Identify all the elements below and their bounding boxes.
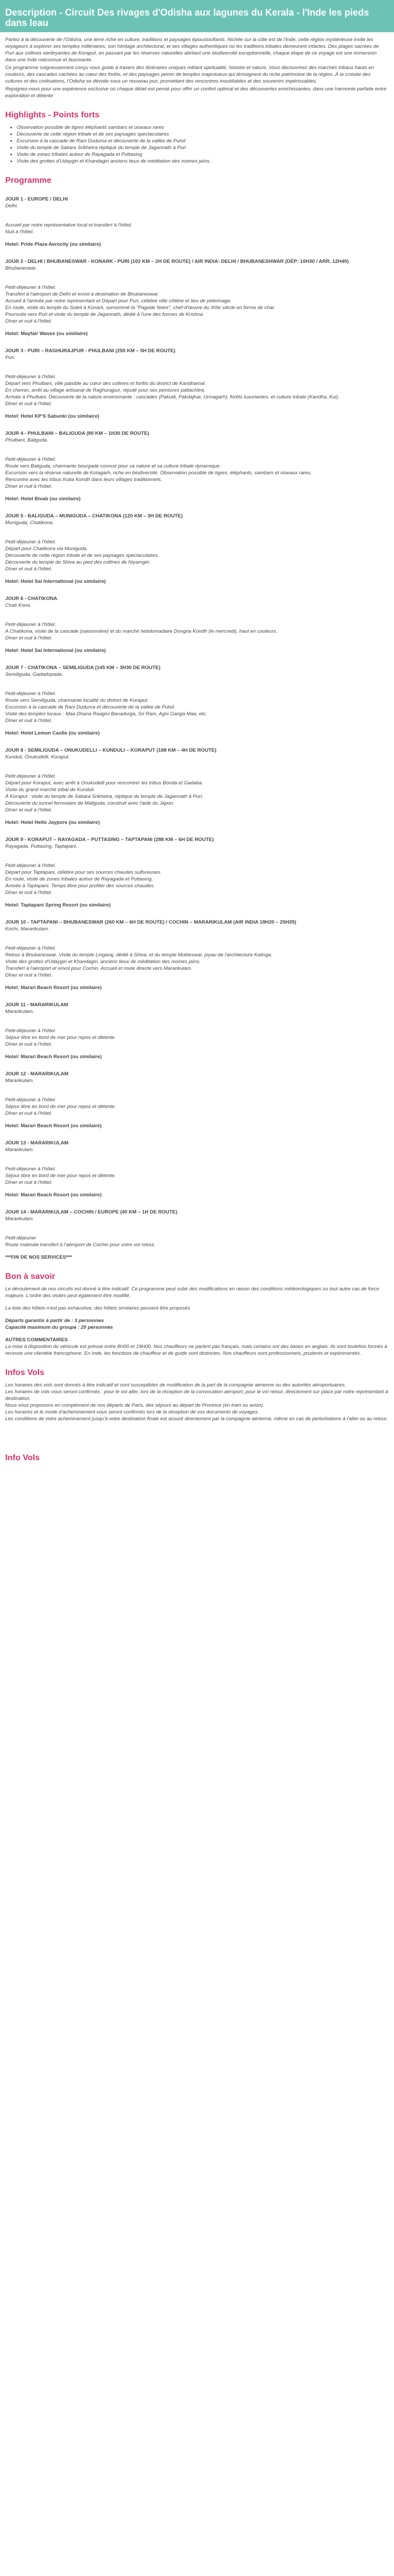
day-location: Kunduli, Onukudelli, Koraput. bbox=[5, 754, 70, 760]
day-hotel: Hotel: Hotel Sai International (ou similaire) bbox=[5, 579, 106, 584]
day-hotel: Hotel: Hotel KP'S Sabunki (ou similaire) bbox=[5, 413, 99, 419]
day-description bbox=[5, 367, 389, 407]
day-title: JOUR 6 - CHATIKONA bbox=[5, 596, 58, 602]
day-location: Bhubaneswar. bbox=[5, 265, 37, 271]
day-description-line bbox=[5, 1090, 389, 1097]
day-description-line: Dîner et nuit à l'hôtel. bbox=[5, 1042, 52, 1047]
day-title: JOUR 9 - KORAPUT – RAYAGADA – PUTTASING – TAPTAPANI (288 KM – 6H DE ROUTE) bbox=[5, 837, 214, 843]
vols bbox=[0, 1382, 394, 1422]
day-description-line: Arrivée à Phulbani. Découverte de la nature environnante : cascades (Pakudi, Pakdajhar, Urmagarh), forêts luxuriantes, et culture tribale (Kandha, Kui). bbox=[5, 394, 340, 400]
autres-heading: AUTRES COMMENTAIRES bbox=[5, 1337, 68, 1343]
day-description-line: Dîner et nuit à l'hôtel. bbox=[5, 484, 52, 489]
day-description-line: Poursuite vers Puri et visite du temple de Jagannath, dédié à l'une des formes de Krishna. bbox=[5, 312, 204, 317]
day-description-line: Nuit à l'hôtel. bbox=[5, 229, 34, 235]
day-description-line: Séjour libre en bord de mer pour repos et détente. bbox=[5, 1173, 116, 1179]
day-description-line bbox=[5, 532, 389, 539]
day-location: Rayagada, Puttasing, Taptapani. bbox=[5, 844, 77, 849]
day-description-line: Découverte du temple de Shiva au pied des collines de Niyamgiri. bbox=[5, 559, 151, 565]
day-description-line: Petit-déjeuner à l'hôtel. bbox=[5, 863, 56, 869]
day-location: Puri. bbox=[5, 355, 16, 361]
day-description-line: Dîner et nuit à l'hôtel. bbox=[5, 566, 52, 572]
vols-text: Les horaires de vols vous seront confirmés : pour le vol aller, lors de la réception de la convocation aéroport, pour le vol retour, directement sur place par notre représentant à destination. bbox=[5, 1389, 388, 1402]
day-hotel: Hotel: Marari Beach Resort (ou similaire) bbox=[5, 1123, 102, 1129]
day-title: JOUR 2 - DELHI / BHUBANESWAR - KONARK - PURI (102 KM – 2H DE ROUTE) / AIR INDIA: DELHI / BHUBANESHWAR (DÉP: 10H30 / ARR. 12H40) bbox=[5, 259, 349, 264]
day-description-line: Petit-déjeuner à l'hôtel. bbox=[5, 945, 56, 951]
autres-text: La mise à disposition du véhicule est prévue entre 8H00 et 19H00. Nos chauffeurs ne parlent pas français, mais certains ont des bases en anglais. Ils sont toutefois formés à recevoir une clientèle francophone. En Inde, les fonctions de chauffeur et de guide sont distinctes. Nos chauffeurs sont professionnels, prudents et expérimentés. bbox=[5, 1344, 387, 1356]
day-description-line: Petit-déjeuner à l'hôtel. bbox=[5, 539, 56, 545]
vols-heading-2: Info Vols bbox=[5, 1453, 40, 1462]
intro-paragraph: Partez à la découverte de l'Odisha, une terre riche en culture, traditions et paysages époustouflants. Nichée sur la côte est de l'Inde, cette région mystérieuse invite les voyageurs à explorer ses temples millénaires, son héritage architectural, et ses villages authentiques où les traditions tribales demeurent intactes. Des plages sacrées de Puri aux collines verdoyantes de Koraput, en passant par les réserves naturelles abritant une biodiversité exceptionnelle, chaque étape de ce voyage est une immersion dans une Inde méconnue et fascinante. bbox=[5, 37, 379, 63]
day-location: Muniguda, Chatikona. bbox=[5, 520, 54, 526]
day-description bbox=[5, 856, 389, 896]
day-description-line bbox=[5, 215, 389, 222]
day-description-line: Rencontre avec les tribus Kutia Kondh dans leurs villages traditionnels. bbox=[5, 477, 162, 483]
day-description-line bbox=[5, 367, 389, 373]
day-description bbox=[5, 684, 389, 724]
day-title: JOUR 4 - PHULBANI – BALIGUDA (80 KM – 1H30 DE ROUTE) bbox=[5, 431, 149, 436]
day-description bbox=[5, 532, 389, 572]
conditions-heading: Bon à savoir bbox=[5, 1272, 56, 1281]
vols-text: Nous vous proposons en complément de nos départs de Paris, des séjours au départ de Province (en train ou avion). bbox=[5, 1403, 265, 1408]
condition-text: Le déroulement de nos circuits est donné à titre indicatif. Ce programme peut subir des modifications en raison des conditions météorologiques ou tout autre cas de force majeure. L'ordre des visites peut également être modifié. bbox=[5, 1286, 379, 1299]
highlight-item: • Visite de zones tribales autour de Rayagada et Puttasing bbox=[17, 151, 394, 158]
day-block bbox=[0, 747, 394, 826]
programme-heading: Programme bbox=[5, 176, 51, 185]
intro-paragraph: Rejoignez-nous pour une expérience exclusive où chaque détail est pensé pour offrir un confort optimal et des découvertes enrichissantes, dans une harmonie parfaite entre exploration et détente bbox=[5, 86, 387, 99]
day-description-line: Excursion vers la réserve naturelle de Kotagarh, riche en biodiversité. Observation possible de tigres, éléphants, sambars et oiseaux rares. bbox=[5, 470, 312, 476]
day-title: JOUR 11 - MARARIKULAM bbox=[5, 1002, 68, 1008]
day-location: Mararikulam. bbox=[5, 1078, 34, 1084]
day-location: Phulbani, Baliguda. bbox=[5, 437, 48, 443]
day-description-line bbox=[5, 277, 389, 284]
day-title: JOUR 12 - MARARIKULAM bbox=[5, 1071, 69, 1077]
day-description-line: Petit-déjeuner à l'hôtel. bbox=[5, 1097, 56, 1103]
day-block bbox=[0, 919, 394, 991]
day-description-line: Dîner et nuit à l'hôtel. bbox=[5, 890, 52, 896]
day-description-line: Transfert à l'aéroport et envol pour Cochin. Accueil et route directe vers Mararikulam. bbox=[5, 966, 193, 971]
day-description-line: Découverte du tunnel ferroviaire de Maliguda, construit avec l'aide du Japon. bbox=[5, 800, 175, 806]
day-title: JOUR 13 - MARARIKULAM bbox=[5, 1140, 69, 1146]
day-description-line: Dîner et nuit à l'hôtel. bbox=[5, 318, 52, 324]
day-description-line bbox=[5, 1159, 389, 1166]
day-hotel: Hotel: Pride Plaza Aerocity (ou similaire) bbox=[5, 242, 101, 247]
day-description-line: Petit-déjeuner à l'hôtel. bbox=[5, 1166, 56, 1172]
day-block bbox=[0, 1002, 394, 1060]
day-hotel: Hotel: Hotel Hello Jaypore (ou similaire) bbox=[5, 820, 100, 825]
day-block bbox=[0, 1140, 394, 1198]
day-description-line: Petit-déjeuner à l'hôtel. bbox=[5, 457, 56, 462]
capacite-text: Capacité maximum du groupe : 20 personnes bbox=[5, 1325, 113, 1330]
day-description-line: Dîner et nuit à l'hôtel. bbox=[5, 1111, 52, 1116]
day-description-line: Visite des grottes d'Udaygiri et Khandagiri, anciens lieux de méditation des moines jaïns. bbox=[5, 959, 201, 965]
day-description-line: Route vers Semiliguda, charmante localité du district de Koraput. bbox=[5, 698, 149, 703]
vols-text: Les horaires et le mode d'acheminement vous seront confirmés lors de la réception de vos documents de voyages. bbox=[5, 1409, 259, 1415]
day-description bbox=[5, 615, 389, 642]
day-description bbox=[5, 1228, 389, 1248]
day-description-line: En route, visite de zones tribales autour de Rayagada et Puttasing. bbox=[5, 876, 153, 882]
day-description-line: Petit-déjeuner à l'hôtel. bbox=[5, 374, 56, 380]
day-description-line: Dîner et nuit à l'hôtel. bbox=[5, 718, 52, 724]
day-description-line: En route, visite du temple du Soleil à Konark, surnommé la "Pagode Noire", chef-d'œuvre du XIIIe siècle en forme de char. bbox=[5, 305, 275, 311]
programme-days bbox=[0, 196, 394, 1261]
day-title: JOUR 10 - TAPTAPANI – BHUBANESWAR (260 KM – 6H DE ROUTE) / COCHIN – MARARIKULAM (AIR INDIA 18H20 – 20H35) bbox=[5, 919, 296, 925]
day-description-line: Dîner et nuit à l'hôtel. bbox=[5, 635, 52, 641]
day-description-line bbox=[5, 615, 389, 621]
day-description-line: Accueil à l'arrivée par notre représentant et Départ pour Puri, célèbre ville côtière et lieu de pèlerinage. bbox=[5, 298, 232, 304]
day-block bbox=[0, 1209, 394, 1261]
day-block bbox=[0, 430, 394, 502]
day-description-line: Route vers Baliguda, charmante bourgade connue pour sa nature et sa culture tribale dynamique. bbox=[5, 463, 221, 469]
day-description-line: Petit-déjeuner à l'hôtel. bbox=[5, 622, 56, 628]
day-block bbox=[0, 348, 394, 420]
day-description-line: Petit-déjeuner à l'hôtel. bbox=[5, 1028, 56, 1034]
day-description bbox=[5, 449, 389, 490]
day-description-line: Arrivée à Taptapani. Temps libre pour profiter des sources chaudes. bbox=[5, 883, 155, 889]
day-description-line: Visite du grand marché tribal de Kunduli. bbox=[5, 787, 95, 793]
day-hotel: Hotel: Mayfair Waves (ou similaire) bbox=[5, 331, 88, 337]
highlight-item: • Observation possible de tigres éléphants sambars et oiseaux rares bbox=[17, 124, 394, 131]
day-location: Semiliguda, Gadadopada. bbox=[5, 672, 63, 677]
departs-text: Départs garantis à partir de : 3 personnes bbox=[5, 1318, 104, 1324]
intro bbox=[0, 32, 394, 99]
day-block bbox=[0, 836, 394, 909]
day-description bbox=[5, 1159, 389, 1186]
day-description-line bbox=[5, 856, 389, 862]
highlight-item: • Découverte de cette région tribale et de ses paysages spectaculaires bbox=[17, 131, 394, 138]
intro-paragraph: Ce programme soigneusement conçu vous guide à travers des itinéraires uniques mêlant spiritualité, histoire et nature. Vous découvrirez des marchés tribaux hauts en couleurs, des cascades cachées au cœur des forêts, et des paysages peints de temples majestueux qui témoignent du riche patrimoine de la région. À la croisée des cultures et des civilisations, l'Odisha se dévoile sous un nouveau jour, promettant des rencontres inoubliables et des souvenirs impérissables. bbox=[5, 65, 374, 84]
day-description-line: A Chatikona, visite de la cascade (saisonnière) et du marché hebdomadaire Dongria Kondh (le mercredi), haut en couleurs. bbox=[5, 629, 278, 634]
day-block bbox=[0, 258, 394, 337]
day-description-line: Transfert à l'aéroport de Delhi et envol à destination de Bhubaneswar. bbox=[5, 291, 160, 297]
day-description-line: Séjour libre en bord de mer pour repos et détente. bbox=[5, 1035, 116, 1040]
day-description-line: Retour à Bhubaneswar. Visite du temple Lingaraj, dédié à Shiva, et du temple Mukteswar, joyau de l'architecture Kalinga. bbox=[5, 952, 272, 958]
day-title: JOUR 1 - EUROPE / DELHI bbox=[5, 196, 68, 202]
day-title: JOUR 8 - SEMILIGUDA – ONUKUDELLI – KUNDULI – KORAPUT (188 KM – 4H DE ROUTE) bbox=[5, 748, 217, 753]
highlight-item: • Visite du temple de Sakara Srikhetra réplique du temple de Jagannath à Puri bbox=[17, 144, 394, 151]
day-location: Delhi. bbox=[5, 203, 18, 209]
day-description-line: Séjour libre en bord de mer pour repos et détente. bbox=[5, 1104, 116, 1110]
day-block bbox=[0, 196, 394, 248]
day-description-line: Départ pour Chatikona via Muniguda. bbox=[5, 546, 88, 552]
day-hotel: Hotel: Hotel Sai International (ou similaire) bbox=[5, 648, 106, 653]
day-hotel: ***FIN DE NOS SERVICES*** bbox=[5, 1254, 72, 1260]
vols-heading: Infos Vols bbox=[5, 1368, 45, 1377]
day-description-line: Petit-déjeuner à l'hôtel. bbox=[5, 285, 56, 290]
vols-text: Les conditions de votre acheminement jusqu'à votre destination finale est assuré directement par la compagnie aérienne, même en cas de perturbations à l'aller ou au retour. bbox=[5, 1416, 388, 1422]
day-description-line bbox=[5, 766, 389, 773]
day-hotel: Hotel: Marari Beach Resort (ou similaire) bbox=[5, 1054, 102, 1060]
day-title: JOUR 5 - BALIGUDA – MUNIGUDA – CHATIKONA (120 KM – 3H DE ROUTE) bbox=[5, 513, 183, 519]
vols-text: Les horaires des vols sont donnés à titre indicatif et sont susceptibles de modification de la part de la compagnie aérienne ou des autorités aéroportuaires. bbox=[5, 1382, 346, 1388]
day-description-line: Dîner et nuit à l'hôtel. bbox=[5, 1180, 52, 1185]
day-description bbox=[5, 1090, 389, 1117]
day-description-line: Petit-déjeuner bbox=[5, 1235, 36, 1241]
highlight-item: • Excursion à la cascade de Rani Duduma et découverte de la vallée de Putsil bbox=[17, 138, 394, 144]
day-description-line bbox=[5, 1021, 389, 1027]
day-description-line: Départ pour Koraput, avec arrêt à Onukudelli pour rencontrer les tribus Bonda et Gadaba. bbox=[5, 780, 203, 786]
day-description-line: En chemin, arrêt au village artisanal de Raghurajpur, réputé pour ses peintures pattachitra. bbox=[5, 388, 206, 393]
day-title: JOUR 3 - PURI – RAGHURAJPUR - PHULBANI (255 KM – 5H DE ROUTE) bbox=[5, 348, 176, 354]
conditions bbox=[0, 1286, 394, 1357]
day-description-line bbox=[5, 449, 389, 456]
day-description-line: Départ pour Taptapani, célèbre pour ses sources chaudes sulfureuses. bbox=[5, 870, 162, 875]
day-location: Mararikulam. bbox=[5, 1216, 34, 1222]
day-description-line: Accueil par notre représentative local et transfert à l'hôtel. bbox=[5, 222, 133, 228]
day-hotel: Hotel: Marari Beach Resort (ou similaire) bbox=[5, 985, 102, 991]
day-description-line: Excursion à la cascade de Rani Duduma et découverte de la vallée de Putsil. bbox=[5, 704, 176, 710]
day-block bbox=[0, 595, 394, 654]
day-hotel: Hotel: Hotel Lemon Castle (ou similaire) bbox=[5, 730, 100, 736]
day-description-line: Départ vers Phulbani, ville paisible au cœur des collines et forêts du district de Kandhamal. bbox=[5, 381, 206, 386]
day-hotel: Hotel: Taptapani Spring Resort (ou similaire) bbox=[5, 902, 111, 908]
day-description-line: Petit-déjeuner à l'hôtel. bbox=[5, 691, 56, 697]
day-location: Chati Kona. bbox=[5, 603, 32, 608]
highlight-item: • Visite des grottes d'Udaygiri et Khandagiri anciens lieux de méditation des moines jaïns. bbox=[17, 158, 394, 165]
day-description bbox=[5, 766, 389, 813]
day-block bbox=[0, 513, 394, 585]
highlights-heading: Highlights - Points forts bbox=[5, 111, 100, 119]
day-description-line: Dîner et nuit à l'hôtel. bbox=[5, 807, 52, 813]
day-title: JOUR 7 - CHATIKONA – SEMILIGUDA (145 KM – 3H30 DE ROUTE) bbox=[5, 665, 161, 671]
day-block bbox=[0, 664, 394, 737]
highlights-list bbox=[11, 124, 394, 165]
day-description-line bbox=[5, 684, 389, 690]
day-description-line: Petit-déjeuner à l'hôtel. bbox=[5, 773, 56, 779]
day-location: Mararikulam. bbox=[5, 1009, 34, 1015]
page-title: Description - Circuit Des rivages d'Odisha aux lagunes du Kerala - l'Inde les pieds dans leau bbox=[0, 0, 394, 32]
day-description-line: Visite des temples locaux : Maa Dhana Raagini Banadurga, Sri Ram, Agni Ganga Maa, etc. bbox=[5, 711, 207, 717]
day-location: Mararikulam. bbox=[5, 1147, 34, 1153]
day-block bbox=[0, 1071, 394, 1129]
day-description bbox=[5, 215, 389, 235]
day-description bbox=[5, 1021, 389, 1048]
day-description bbox=[5, 938, 389, 979]
day-hotel: Hotel: Marari Beach Resort (ou similaire) bbox=[5, 1192, 102, 1198]
day-description-line: À Koraput : visite du temple de Sabara Srikhetra, réplique du temple de Jagannath à Puri. bbox=[5, 794, 203, 799]
day-hotel: Hotel: Hotel Bivab (ou similaire) bbox=[5, 496, 81, 502]
day-description-line bbox=[5, 938, 389, 945]
day-description-line: Découverte de cette région tribale et de ses paysages spectaculaires. bbox=[5, 553, 159, 558]
day-description-line: Dîner et nuit à l'hôtel. bbox=[5, 401, 52, 407]
day-description-line bbox=[5, 1228, 389, 1235]
condition-text: La liste des hôtels n'est pas exhaustive, des hôtels similaires peuvent être proposés bbox=[5, 1305, 190, 1311]
day-description-line: Route matinale transfert à l'aéroport de Cochin pour votre vol retour. bbox=[5, 1242, 156, 1248]
day-location: Kochi, Mararikulam. bbox=[5, 926, 49, 932]
day-description bbox=[5, 277, 389, 325]
day-description-line: Dîner et nuit à l'hôtel. bbox=[5, 972, 52, 978]
day-title: JOUR 14 - MARARIKULAM – COCHIN / EUROPE (40 KM – 1H DE ROUTE) bbox=[5, 1209, 178, 1215]
